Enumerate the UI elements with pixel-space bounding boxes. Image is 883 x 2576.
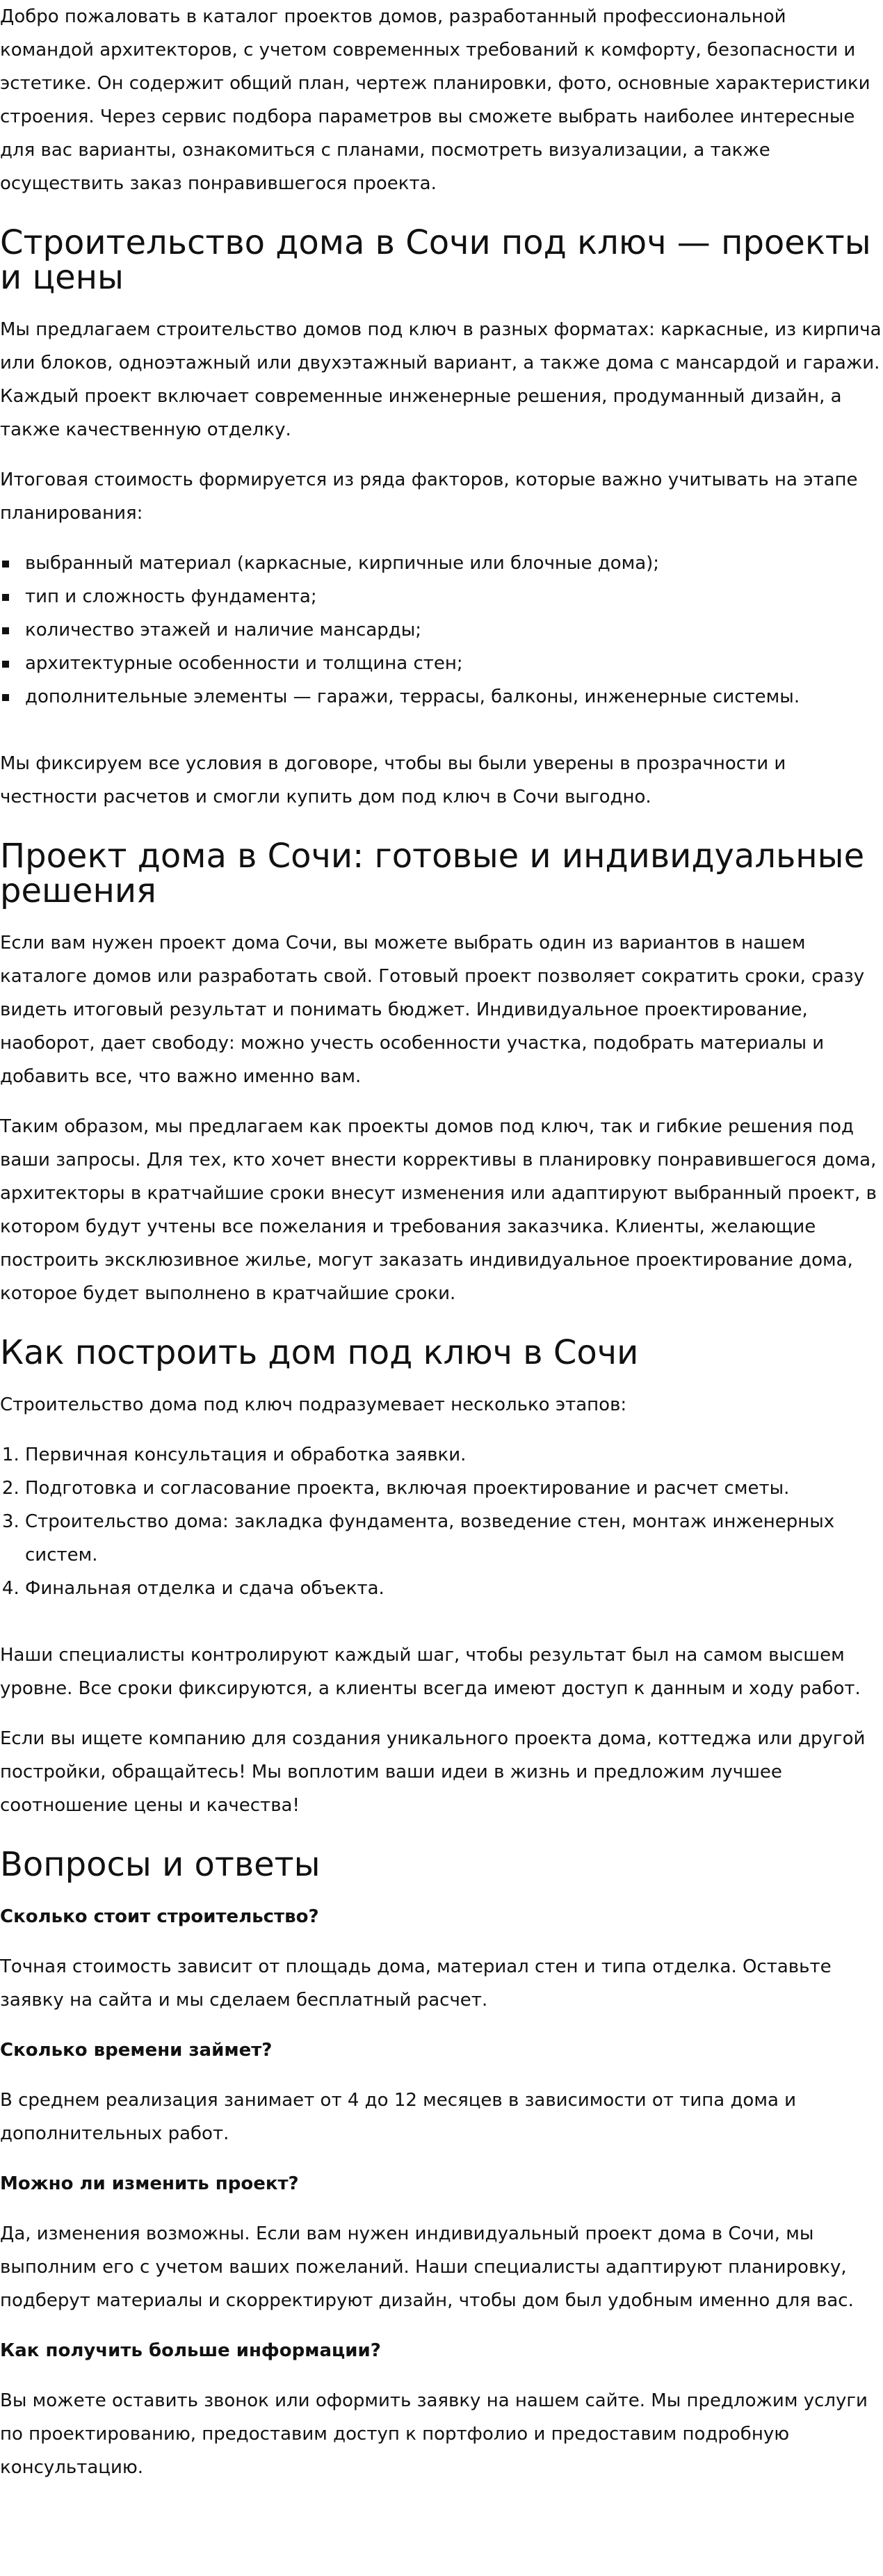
paragraph: Если вам нужен проект дома Сочи, вы можете выбрать один из вариантов в нашем каталоге домов или разработать свой. Готовый проект позволяет сократить сроки, сразу видеть итоговый результат и понимать бюджет. Индивидуальное проектирование, наоборот, дает свободу: можно учесть особенности участка, подобрать материалы и добавить все, что важно именно вам.: [0, 933, 865, 1087]
faq-answer: В среднем реализация занимает от 4 до 12 месяцев в зависимости от типа дома и дополнительных работ.: [0, 2090, 797, 2144]
cost-factors-list: [0, 547, 883, 714]
paragraph: Итоговая стоимость формируется из ряда факторов, которые важно учитывать на этапе планирования:: [0, 469, 858, 524]
intro-paragraph: Добро пожаловать в каталог проектов домов, разработанный профессиональной командой архитекторов, с учетом современных требований к комфорту, безопасности и эстетике. Он содержит общий план, чертеж планировки, фото, основные характеристики строения. Через сервис подбора параметров вы сможете выбрать наиболее интересные для вас варианты, ознакомиться с планами, посмотреть визуализации, а также осуществить заказ понравившегося проекта.: [0, 6, 870, 194]
list-item: тип и сложность фундамента;: [25, 580, 883, 613]
paragraph: Таким образом, мы предлагаем как проекты домов под ключ, так и гибкие решения под ваши запросы. Для тех, кто хочет внести коррективы в планировку понравившегося дома, архитекторы в кратчайшие сроки внесут изменения или адаптируют выбранный проект, в котором будут учтены все пожелания и требования заказчика. Клиенты, желающие построить эксклюзивное жилье, могут заказать индивидуальное проектирование дома, которое будет выполнено в кратчайшие сроки.: [0, 1116, 877, 1304]
faq-answer: Вы можете оставить звонок или оформить заявку на нашем сайте. Мы предложим услуги по проектированию, предоставим доступ к портфолио и предоставим подробную консультацию.: [0, 2390, 868, 2478]
faq-question: Сколько времени займет?: [0, 2040, 273, 2061]
paragraph: Мы фиксируем все условия в договоре, чтобы вы были уверены в прозрачности и честности расчетов и смогли купить дом под ключ в Сочи выгодно.: [0, 753, 786, 807]
faq-answer: Точная стоимость зависит от площадь дома, материал стен и типа отделка. Оставьте заявку на сайта и мы сделаем бесплатный расчет.: [0, 1956, 832, 2011]
section-heading-build: Строительство дома в Сочи под ключ — проекты и цены: [0, 223, 871, 297]
steps-list: [0, 1438, 883, 1605]
paragraph: Строительство дома под ключ подразумевает несколько этапов:: [0, 1394, 627, 1415]
faq-answer: Да, изменения возможны. Если вам нужен индивидуальный проект дома в Сочи, мы выполним его с учетом ваших пожеланий. Наши специалисты адаптируют планировку, подберут материалы и скорректируют дизайн, чтобы дом был удобным именно для вас.: [0, 2223, 854, 2311]
list-item: количество этажей и наличие мансарды;: [25, 613, 883, 647]
paragraph: Если вы ищете компанию для создания уникального проекта дома, коттеджа или другой постройки, обращайтесь! Мы воплотим ваши идеи в жизнь и предложим лучшее соотношение цены и качества!: [0, 1728, 866, 1816]
section-heading-project: Проект дома в Сочи: готовые и индивидуальные решения: [0, 837, 865, 910]
faq-question: Как получить больше информации?: [0, 2340, 381, 2361]
list-item: 3. Строительство дома: закладка фундамента, возведение стен, монтаж инженерных систем.: [25, 1505, 883, 1572]
faq-heading: Вопросы и ответы: [0, 1845, 321, 1884]
paragraph: Наши специалисты контролируют каждый шаг, чтобы результат был на самом высшем уровне. Все сроки фиксируются, а клиенты всегда имеют доступ к данным и ходу работ.: [0, 1645, 861, 1699]
list-item: архитектурные особенности и толщина стен;: [25, 647, 883, 680]
section-heading-how: Как построить дом под ключ в Сочи: [0, 1333, 639, 1372]
faq-question: Можно ли изменить проект?: [0, 2173, 299, 2194]
list-item: выбранный материал (каркасные, кирпичные или блочные дома);: [25, 547, 883, 580]
list-item: 1. Первичная консультация и обработка заявки.: [25, 1438, 883, 1472]
list-item: 4. Финальная отделка и сдача объекта.: [25, 1572, 883, 1605]
list-item: 2. Подготовка и согласование проекта, включая проектирование и расчет сметы.: [25, 1472, 883, 1505]
paragraph: Мы предлагаем строительство домов под ключ в разных форматах: каркасные, из кирпича или блоков, одноэтажный или двухэтажный вариант, а также дома с мансардой и гаражи. Каждый проект включает современные инженерные решения, продуманный дизайн, а также качественную отделку.: [0, 319, 882, 440]
list-item: дополнительные элементы — гаражи, террасы, балконы, инженерные системы.: [25, 680, 883, 714]
faq-question: Сколько стоит строительство?: [0, 1906, 319, 1927]
